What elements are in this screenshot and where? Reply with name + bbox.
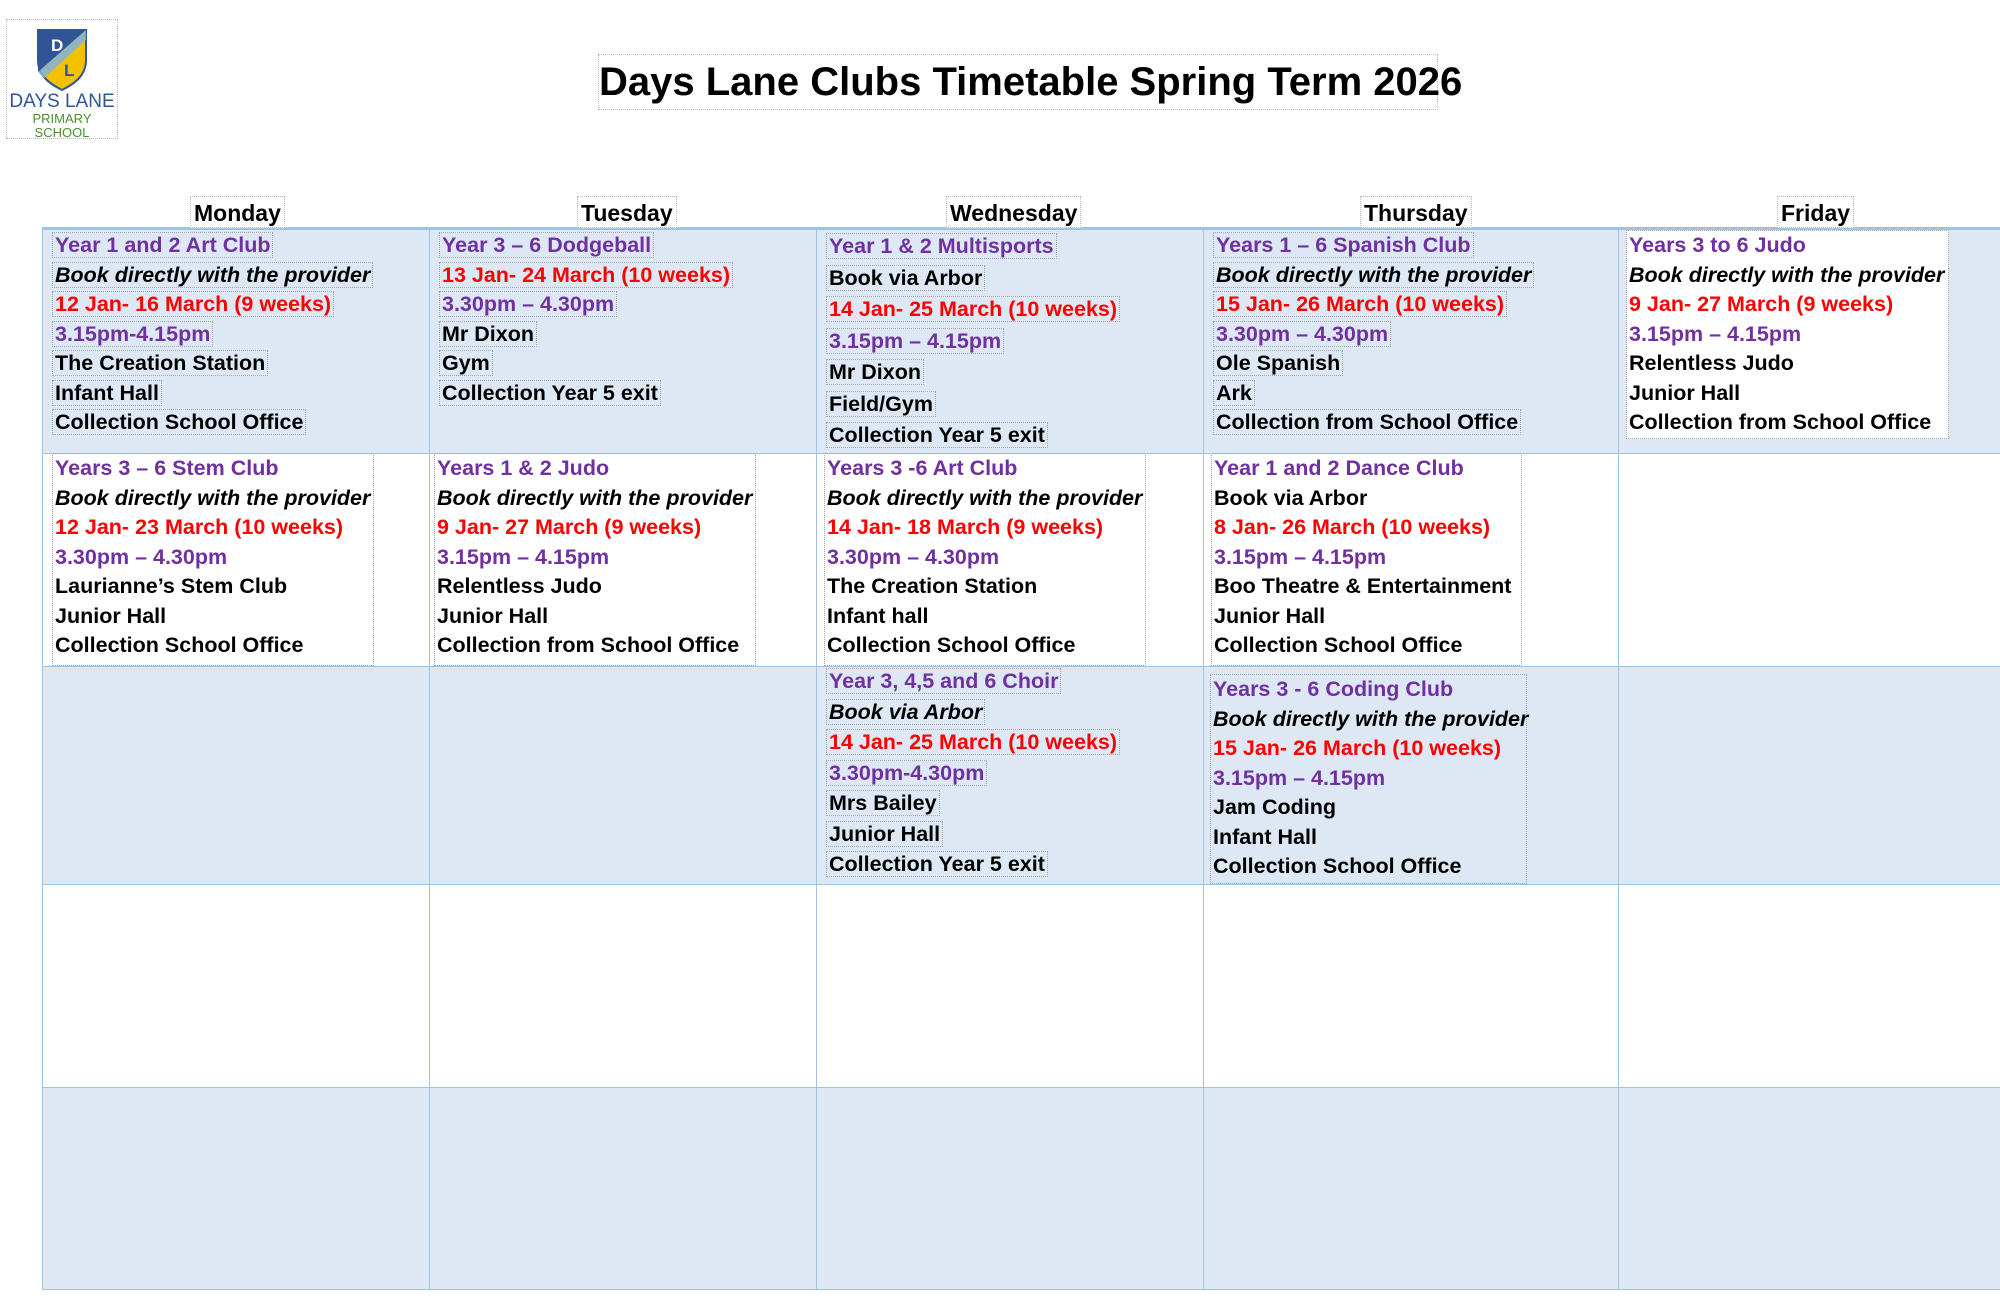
column-divider: [42, 228, 43, 1290]
page-title: Days Lane Clubs Timetable Spring Term 2026: [598, 54, 1438, 110]
club-name: Years 1 & 2 Judo: [437, 456, 610, 480]
day-header-thursday: Thursday: [1360, 196, 1472, 228]
club-dates: 14 Jan- 25 March (10 weeks): [826, 729, 1120, 755]
day-header-friday: Friday: [1777, 196, 1854, 228]
svg-text:D: D: [51, 36, 64, 55]
club-card: [1211, 453, 1522, 666]
club-name: Years 3 -6 Art Club: [827, 456, 1018, 480]
club-collection: Collection Year 5 exit: [439, 380, 661, 406]
club-time: 3.15pm – 4.15pm: [1213, 765, 1386, 790]
booking-info: Book via Arbor: [1214, 485, 1368, 510]
club-venue: Junior Hall: [437, 603, 549, 628]
day-header-wednesday: Wednesday: [946, 196, 1081, 228]
club-dates: 15 Jan- 26 March (10 weeks): [1213, 736, 1502, 760]
row-band-4: [42, 885, 2000, 1087]
club-provider: Mrs Bailey: [826, 790, 940, 816]
club-card: [1210, 674, 1527, 884]
booking-info: Book directly with the provider: [437, 485, 753, 510]
club-venue: Gym: [439, 350, 493, 376]
column-divider: [816, 228, 817, 1290]
club-name: Year 3, 4,5 and 6 Choir: [826, 668, 1061, 694]
logo-line-2: PRIMARY SCHOOL: [32, 111, 92, 140]
club-time: 3.30pm – 4.30pm: [439, 291, 617, 317]
school-logo: [6, 19, 118, 139]
row-divider: [42, 1087, 2000, 1088]
club-time: 3.30pm-4.30pm: [826, 760, 987, 786]
club-provider: Mr Dixon: [826, 359, 924, 385]
club-card: [1213, 231, 1534, 438]
club-name: Year 1 and 2 Dance Club: [1214, 456, 1464, 480]
club-provider: Relentless Judo: [1629, 351, 1794, 375]
club-time: 3.30pm – 4.30pm: [827, 544, 1000, 569]
club-dates: 9 Jan- 27 March (9 weeks): [1629, 292, 1894, 316]
club-time: 3.15pm – 4.15pm: [1214, 544, 1387, 569]
club-card: [434, 453, 756, 666]
booking-info: Book directly with the provider: [55, 485, 371, 510]
club-collection: Collection School Office: [827, 633, 1076, 657]
school-crest-icon: [34, 26, 90, 92]
club-collection: Collection from School Office: [437, 633, 740, 657]
club-time: 3.15pm – 4.15pm: [437, 544, 610, 569]
club-venue: Infant hall: [827, 603, 929, 628]
club-venue: Field/Gym: [826, 391, 936, 417]
row-divider: [42, 1289, 2000, 1290]
club-dates: 9 Jan- 27 March (9 weeks): [437, 515, 702, 539]
club-venue: Junior Hall: [1214, 603, 1326, 628]
club-dates: 14 Jan- 18 March (9 weeks): [827, 515, 1104, 539]
club-venue: Infant Hall: [52, 380, 162, 406]
club-collection: Collection from School Office: [1213, 409, 1521, 435]
booking-info: Book via Arbor: [826, 699, 985, 725]
column-divider: [429, 228, 430, 1290]
club-dates: 8 Jan- 26 March (10 weeks): [1214, 515, 1491, 539]
club-name: Year 1 & 2 Multisports: [826, 233, 1057, 259]
club-time: 3.30pm – 4.30pm: [55, 544, 228, 569]
club-card: [826, 231, 1120, 452]
club-time: 3.15pm – 4.15pm: [826, 328, 1004, 354]
club-dates: 12 Jan- 23 March (10 weeks): [55, 515, 344, 539]
club-name: Year 1 and 2 Art Club: [52, 232, 273, 258]
booking-info: Book directly with the provider: [52, 262, 373, 288]
booking-info: Book directly with the provider: [1213, 706, 1529, 731]
club-dates: 15 Jan- 26 March (10 weeks): [1213, 291, 1507, 317]
club-time: 3.15pm-4.15pm: [52, 321, 213, 347]
club-card: [824, 453, 1146, 666]
club-provider: Jam Coding: [1213, 795, 1337, 819]
club-name: Years 3 to 6 Judo: [1629, 233, 1806, 257]
club-collection: Collection Year 5 exit: [826, 422, 1048, 448]
club-collection: Collection School Office: [55, 633, 304, 657]
club-collection: Collection from School Office: [1629, 410, 1932, 434]
club-card: [52, 453, 374, 666]
club-provider: Boo Theatre & Entertainment: [1214, 574, 1512, 598]
club-provider: The Creation Station: [52, 350, 268, 376]
club-provider: Mr Dixon: [439, 321, 537, 347]
club-venue: Ark: [1213, 380, 1255, 406]
club-venue: Junior Hall: [1629, 380, 1741, 405]
column-divider: [1618, 228, 1619, 1290]
club-time: 3.15pm – 4.15pm: [1629, 321, 1802, 346]
club-venue: Junior Hall: [55, 603, 167, 628]
column-divider: [1203, 228, 1204, 1290]
club-venue: Infant Hall: [1213, 824, 1317, 849]
day-header-monday: Monday: [190, 196, 285, 228]
club-name: Years 3 – 6 Stem Club: [55, 456, 279, 480]
booking-info: Book directly with the provider: [827, 485, 1143, 510]
club-card: [1626, 230, 1949, 439]
day-header-tuesday: Tuesday: [577, 196, 677, 228]
club-provider: Relentless Judo: [437, 574, 602, 598]
club-dates: 13 Jan- 24 March (10 weeks): [439, 262, 733, 288]
booking-info: Book directly with the provider: [1629, 262, 1945, 287]
club-card: [826, 666, 1120, 880]
booking-info: Book directly with the provider: [1213, 262, 1534, 288]
club-venue: Junior Hall: [826, 821, 943, 847]
club-provider: Laurianne’s Stem Club: [55, 574, 288, 598]
club-collection: Collection Year 5 exit: [826, 851, 1048, 877]
club-card: [52, 231, 373, 438]
club-collection: Collection School Office: [1213, 854, 1462, 878]
booking-info: Book via Arbor: [826, 265, 985, 291]
svg-text:L: L: [64, 61, 75, 80]
club-collection: Collection School Office: [52, 409, 306, 435]
club-provider: Ole Spanish: [1213, 350, 1343, 376]
club-provider: The Creation Station: [827, 574, 1038, 598]
club-name: Year 3 – 6 Dodgeball: [439, 232, 654, 258]
club-time: 3.30pm – 4.30pm: [1213, 321, 1391, 347]
row-band-5: [42, 1088, 2000, 1289]
logo-line-1: DAYS LANE: [9, 91, 115, 112]
club-collection: Collection School Office: [1214, 633, 1463, 657]
club-name: Years 1 – 6 Spanish Club: [1213, 232, 1474, 258]
row-divider: [42, 884, 2000, 885]
club-dates: 12 Jan- 16 March (9 weeks): [52, 291, 334, 317]
club-dates: 14 Jan- 25 March (10 weeks): [826, 296, 1120, 322]
club-name: Years 3 - 6 Coding Club: [1213, 677, 1454, 701]
club-card: [439, 231, 733, 408]
